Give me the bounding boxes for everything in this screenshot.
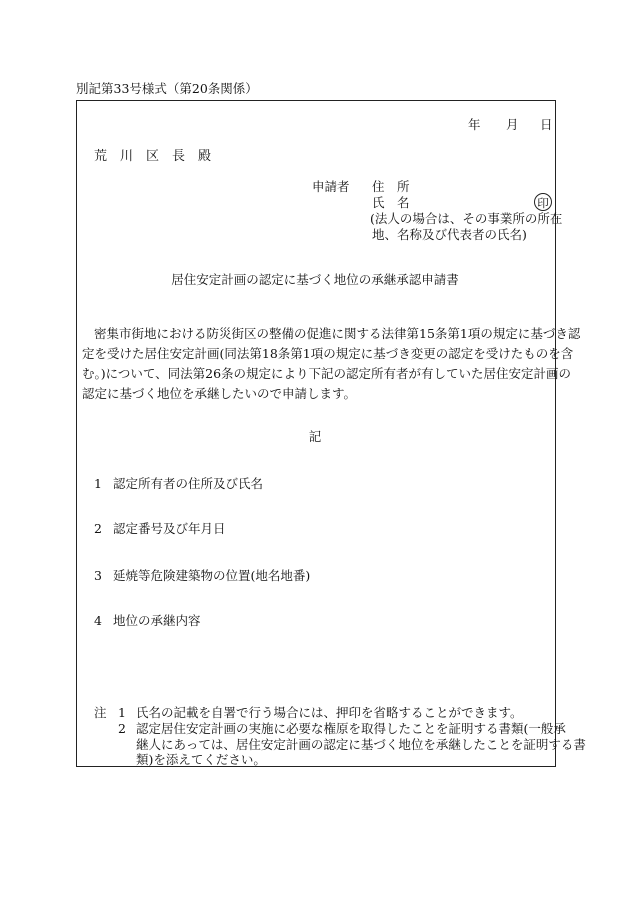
item-2-number: 2 xyxy=(94,521,102,536)
date-month: 月 xyxy=(506,117,519,132)
item-3-number: 3 xyxy=(94,568,102,583)
corporate-note-line-2: 地、名称及び代表者の氏名) xyxy=(372,227,527,242)
date-day: 日 xyxy=(540,117,553,132)
item-1-number: 1 xyxy=(94,476,102,491)
note-1-text: 氏名の記載を自署で行う場合には、押印を省略することができます。 xyxy=(136,705,523,720)
note-2-line-3: 類)を添えてください。 xyxy=(136,752,266,767)
date-year: 年 xyxy=(468,117,481,132)
note-1-number: 1 xyxy=(118,705,126,720)
corporate-note-line-1: (法人の場合は、その事業所の所在 xyxy=(370,211,563,226)
item-2-text: 認定番号及び年月日 xyxy=(113,521,226,536)
body-line-4: 認定に基づく地位を承継したいので申請します。 xyxy=(82,386,357,401)
address-label: 住 所 xyxy=(372,179,410,194)
notes-label: 注 xyxy=(94,705,107,720)
note-2-number: 2 xyxy=(118,721,126,736)
item-4-number: 4 xyxy=(94,613,102,628)
name-label: 氏 名 xyxy=(372,195,410,210)
body-line-1: 密集市街地における防災街区の整備の促進に関する法律第15条第1項の規定に基づき認 xyxy=(94,326,581,341)
note-2-line-1: 認定居住安定計画の実施に必要な権原を取得したことを証明する書類(一般承 xyxy=(136,721,566,736)
item-3-text: 延焼等危険建築物の位置(地名地番) xyxy=(113,568,311,583)
addressee: 荒 川 区 長 殿 xyxy=(94,149,212,164)
item-4-text: 地位の承継内容 xyxy=(113,613,201,628)
applicant-label: 申請者 xyxy=(312,179,350,194)
document-title: 居住安定計画の認定に基づく地位の承継承認申請書 xyxy=(171,272,459,287)
seal-mark: 印 xyxy=(534,193,552,211)
body-line-2: 定を受けた居住安定計画(同法第18条第1項の規定に基づき変更の認定を受けたものを含 xyxy=(82,346,574,361)
item-1-text: 認定所有者の住所及び氏名 xyxy=(113,476,264,491)
form-number-label: 別記第33号様式（第20条関係） xyxy=(76,81,258,96)
body-line-3: む。)について、同法第26条の規定により下記の認定所有者が有していた居住安定計画の xyxy=(82,366,572,381)
note-2-line-2: 継人にあっては、居住安定計画の認定に基づく地位を承継したことを証明する書 xyxy=(136,737,586,752)
ki-heading: 記 xyxy=(308,429,322,444)
